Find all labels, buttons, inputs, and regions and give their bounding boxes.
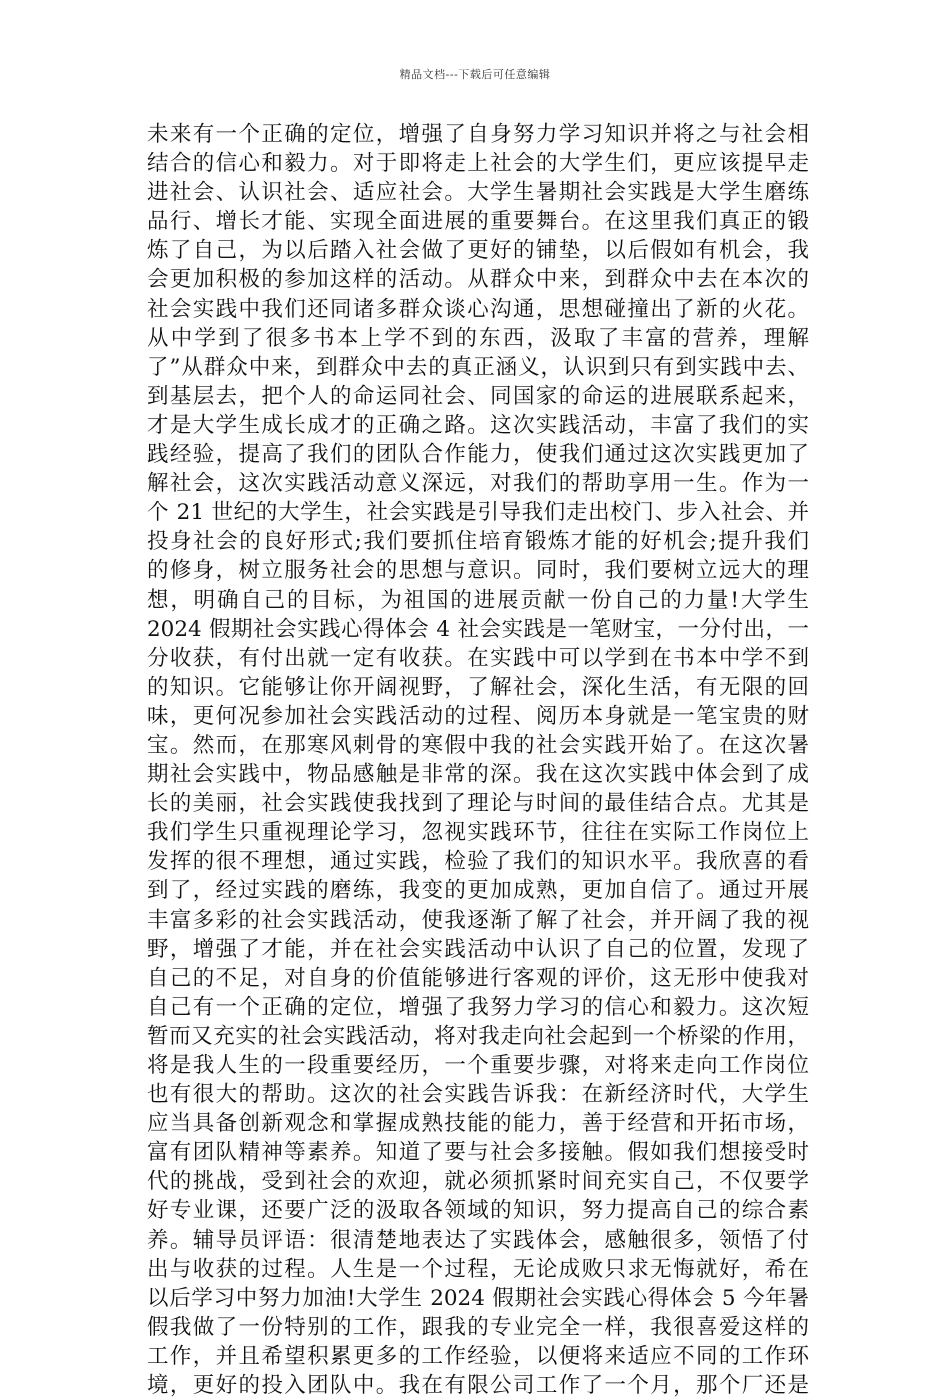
text-line: 假我做了一份特别的工作，跟我的专业完全一样，我很喜爱这样的: [147, 1314, 809, 1340]
text-line: 工作，并且希望积累更多的工作经验，以便将来适应不同的工作环: [147, 1343, 809, 1369]
text-line: 炼了自己，为以后踏入社会做了更好的铺垫，以后假如有机会，我: [147, 238, 809, 264]
body-text: [147, 120, 809, 1400]
text-line: 2024 假期社会实践心得体会 4 社会实践是一笔财宝，一分付出，一: [147, 616, 809, 642]
text-line: 宝。然而，在那寒风刺骨的寒假中我的社会实践开始了。在这次暑: [147, 732, 809, 758]
text-line: 未来有一个正确的定位，增强了自身努力学习知识并将之与社会相: [147, 122, 809, 147]
text-line: 期社会实践中，物品感触是非常的深。我在这次实践中体会到了成: [147, 762, 809, 788]
text-line: 以后学习中努力加油!大学生 2024 假期社会实践心得体会 5 今年暑: [147, 1285, 809, 1311]
text-line: 自己的不足，对自身的价值能够进行客观的评价，这无形中使我对: [147, 965, 809, 991]
text-line: 将是我人生的一段重要经历，一个重要步骤，对将来走向工作岗位: [147, 1053, 809, 1078]
text-line: 出与收获的过程。人生是一个过程，无论成败只求无悔就好，希在: [147, 1256, 809, 1282]
text-line: 从中学到了很多书本上学不到的东西，汲取了丰富的营养，理解: [147, 325, 809, 351]
text-line: 长的美丽，社会实践使我找到了理论与时间的最佳结合点。尤其是: [147, 791, 809, 817]
text-line: 品行、增长才能、实现全面进展的重要舞台。在这里我们真正的锻: [147, 209, 809, 235]
page-header: 精品文档---下载后可任意编辑: [399, 68, 551, 81]
text-line: 富有团队精神等素养。知道了要与社会多接触。假如我们想接受时: [147, 1140, 809, 1166]
text-line: 野，增强了才能，并在社会实践活动中认识了自己的位置，发现了: [147, 936, 809, 962]
text-line: 践经验，提高了我们的团队合作能力，使我们通过这次实践更加了: [147, 442, 809, 468]
text-line: 了”从群众中来，到群众中去的真正涵义，认识到只有到实践中去、: [147, 354, 809, 380]
text-line: 发挥的很不理想，通过实践，检验了我们的知识水平。我欣喜的看: [147, 849, 809, 875]
text-line: 应当具备创新观念和掌握成熟技能的能力，善于经营和开拓市场，: [147, 1111, 809, 1137]
text-line: 暂而又充实的社会实践活动，将对我走向社会起到一个桥梁的作用，: [147, 1023, 809, 1049]
text-line: 到了，经过实践的磨练，我变的更加成熟，更加自信了。通过开展: [147, 878, 809, 904]
text-line: 也有很大的帮助。这次的社会实践告诉我：在新经济时代，大学生: [147, 1082, 809, 1108]
text-line: 自己有一个正确的定位，增强了我努力学习的信心和毅力。这次短: [147, 994, 809, 1020]
text-line: 分收获，有付出就一定有收获。在实践中可以学到在书本中学不到: [147, 645, 809, 671]
text-line: 解社会，这次实践活动意义深远，对我们的帮助享用一生。作为一: [147, 471, 809, 497]
text-line: 才是大学生成长成才的正确之路。这次实践活动，丰富了我们的实: [147, 412, 809, 438]
text-line: 个 21 世纪的大学生，社会实践是引导我们走出校门、步入社会、并: [147, 500, 809, 526]
text-line: 的修身，树立服务社会的思想与意识。同时，我们要树立远大的理: [147, 558, 809, 584]
text-line: 境，更好的投入团队中。我在有限公司工作了一个月，那个厂还是: [147, 1373, 809, 1399]
text-line: 投身社会的良好形式;我们要抓住培育锻炼才能的好机会;提升我们: [147, 529, 809, 555]
text-line: 到基层去，把个人的命运同社会、同国家的命运的进展联系起来，: [147, 383, 809, 409]
text-line: 结合的信心和毅力。对于即将走上社会的大学生们，更应该提早走: [147, 151, 809, 177]
text-line: 进社会、认识社会、适应社会。大学生暑期社会实践是大学生磨练: [147, 180, 809, 206]
text-line: 会更加积极的参加这样的活动。从群众中来，到群众中去在本次的: [147, 267, 809, 293]
text-line: 的知识。它能够让你开阔视野，了解社会，深化生活，有无限的回: [147, 674, 809, 700]
text-line: 味，更何况参加社会实践活动的过程、阅历本身就是一笔宝贵的财: [147, 703, 809, 729]
text-line: 好专业课，还要广泛的汲取各领域的知识，努力提高自己的综合素: [147, 1198, 809, 1224]
text-line: 代的挑战，受到社会的欢迎，就必须抓紧时间充实自己，不仅要学: [147, 1169, 809, 1195]
text-line: 社会实践中我们还同诸多群众谈心沟通，思想碰撞出了新的火花。: [147, 296, 809, 322]
text-line: 想，明确自己的目标，为祖国的进展贡献一份自己的力量!大学生: [147, 587, 809, 613]
text-line: 养。辅导员评语：很清楚地表达了实践体会，感触很多，领悟了付: [147, 1227, 809, 1253]
text-line: 丰富多彩的社会实践活动，使我逐渐了解了社会，并开阔了我的视: [147, 907, 809, 933]
text-line: 我们学生只重视理论学习，忽视实践环节，往往在实际工作岗位上: [147, 820, 809, 846]
